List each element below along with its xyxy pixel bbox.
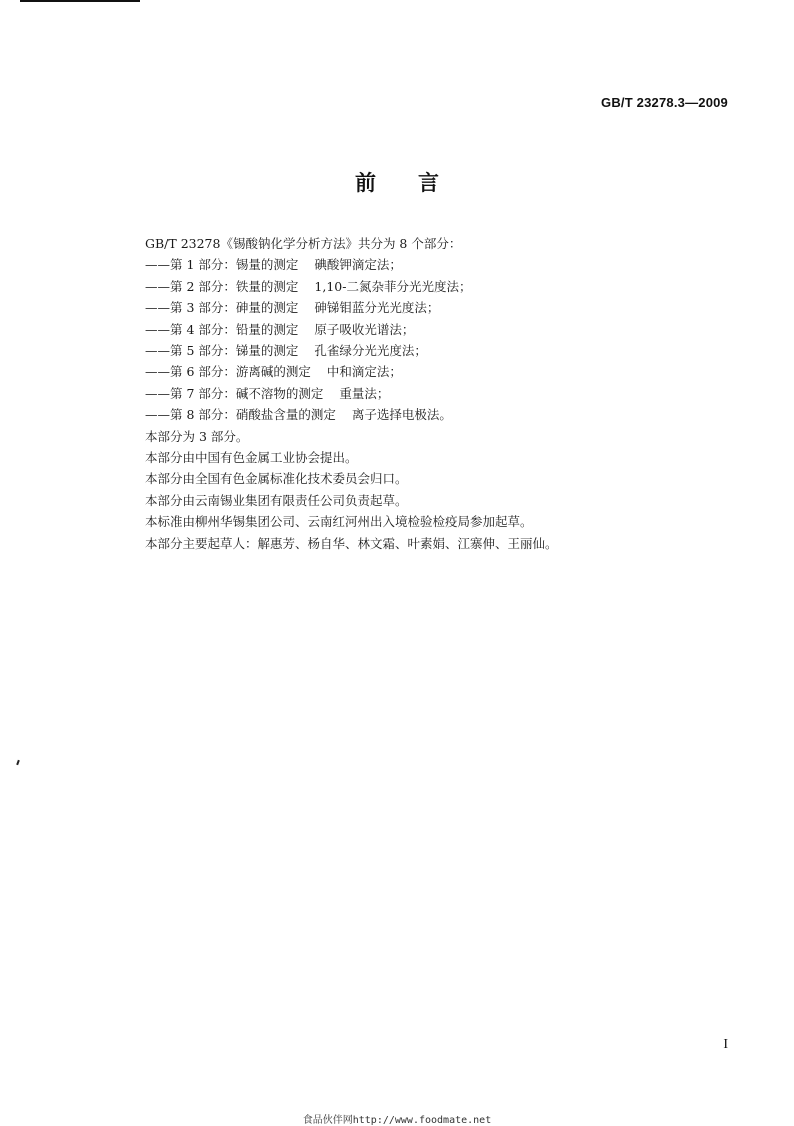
part-subject: 铅量的测定 [235,321,299,337]
part-method: 1,10-二氮杂菲分光光度法； [314,278,472,294]
standard-code: GB/T 23278.3—2009 [601,95,728,110]
part-item-4 [145,319,745,340]
part-method: 砷锑钼蓝分光光度法； [314,300,440,316]
part-item-3 [145,297,745,318]
scan-speck [16,760,20,765]
part-subject: 游离碱的测定 [235,364,311,380]
part-method: 原子吸收光谱法； [314,321,415,337]
statement-centralized-by: 本部分由全国有色金属标准化技术委员会归口。 [145,471,408,487]
part-method: 重量法； [339,385,390,401]
part-prefix: ——第 1 部分： [145,257,236,273]
part-prefix: ——第 7 部分： [145,385,236,401]
part-method: 碘酸钾滴定法； [314,257,402,273]
part-item-1 [145,254,745,275]
statement-drafted-by: 本部分由云南锡业集团有限责任公司负责起草。 [145,492,408,508]
part-prefix: ——第 6 部分： [145,364,236,380]
part-prefix: ——第 4 部分： [145,321,236,337]
page-title: 前 言 [355,171,439,195]
footer-watermark: 食品伙伴网http://www.foodmate.net [302,1115,492,1126]
part-prefix: ——第 5 部分： [145,343,236,359]
part-subject: 锡量的测定 [235,257,299,273]
part-item-5 [145,340,745,361]
part-prefix: ——第 8 部分： [145,407,236,423]
part-method: 中和滴定法； [326,364,402,380]
part-item-6 [145,361,745,382]
page-number: I [723,1037,728,1052]
part-prefix: ——第 3 部分： [145,300,236,316]
statement-drafters: 本部分主要起草人：解惠芳、杨自华、林文霜、叶素娟、江寨伸、王丽仙。 [145,535,558,551]
part-item-8 [145,404,745,425]
part-method: 离子选择电极法。 [351,407,452,423]
statement-participants: 本标准由柳州华锡集团公司、云南红河州出入境检验检疫局参加起草。 [145,514,533,530]
part-item-2 [145,276,745,297]
top-edge-rule [20,0,140,2]
part-subject: 锑量的测定 [235,343,299,359]
part-method: 孔雀绿分光光度法； [314,343,427,359]
part-item-7 [145,383,745,404]
statement-part-number: 本部分为 3 部分。 [145,428,249,444]
preface-body [145,233,745,554]
part-subject: 铁量的测定 [235,278,299,294]
part-subject: 碱不溶物的测定 [235,385,324,401]
part-subject: 砷量的测定 [235,300,299,316]
statement-proposed-by: 本部分由中国有色金属工业协会提出。 [145,450,358,466]
part-prefix: ——第 2 部分： [145,278,236,294]
part-subject: 硝酸盐含量的测定 [235,407,336,423]
intro-line: GB/T 23278《锡酸钠化学分析方法》共分为 8 个部分： [145,236,462,251]
